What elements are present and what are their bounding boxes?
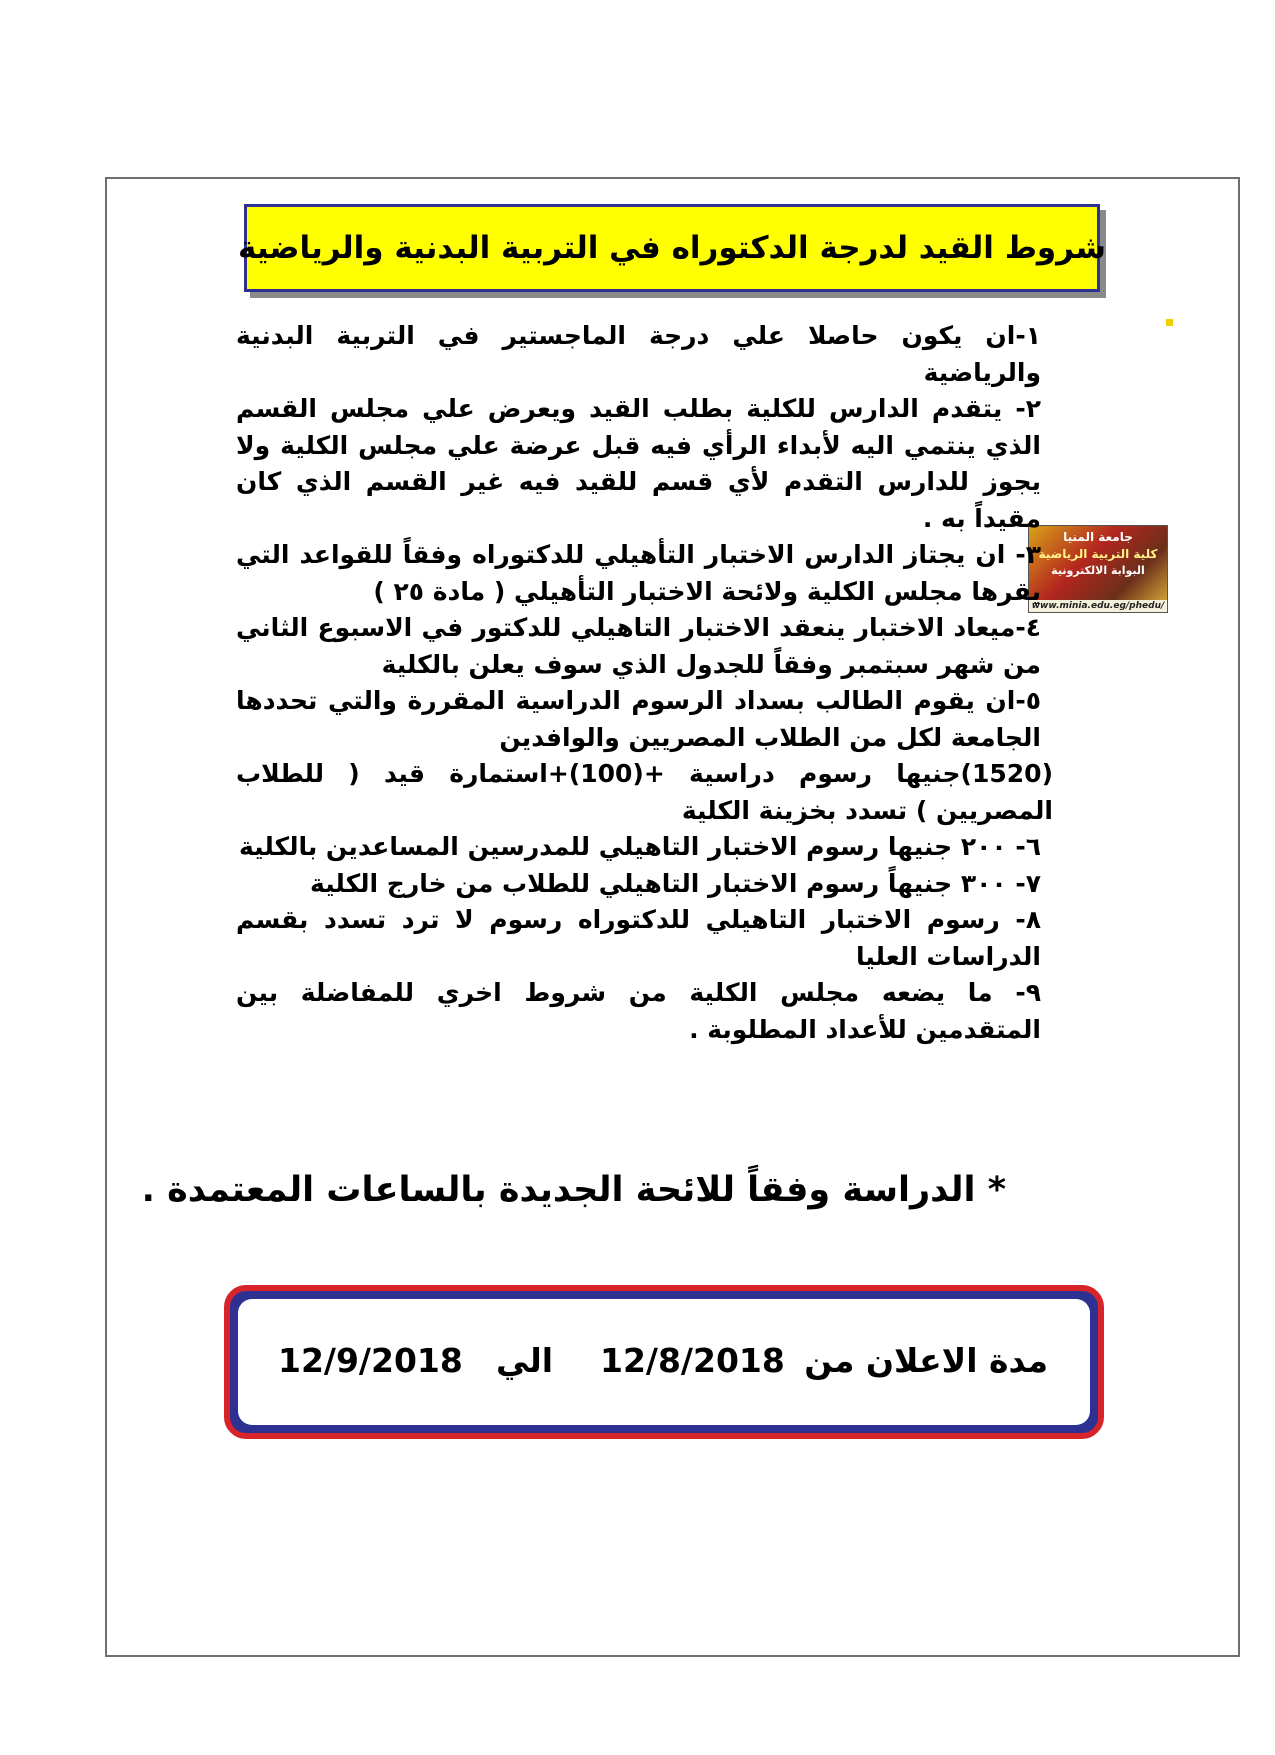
logo-faculty: كلية التربية الرياضية xyxy=(1038,547,1158,561)
item-number: ٤- xyxy=(1015,613,1041,642)
item-number: ١- xyxy=(1015,321,1041,350)
fees-item xyxy=(236,756,1053,829)
item-number: ٦- xyxy=(1015,832,1041,861)
list-item xyxy=(236,975,1041,1048)
item-text: ٣٠٠ جنيهاً رسوم الاختبار التاهيلي للطلاب من خارج الكلية xyxy=(310,868,1007,898)
item-number: ٨- xyxy=(1015,905,1041,934)
faculty-logo xyxy=(1028,525,1168,613)
list-item xyxy=(236,391,1041,537)
item-text: ٢٠٠ جنيها رسوم الاختبار التاهيلي للمدرسين المساعدين بالكلية xyxy=(238,832,1007,861)
list-item xyxy=(236,318,1041,391)
list-item xyxy=(236,610,1041,683)
logo-university: جامعة المنيا xyxy=(1063,530,1133,544)
announcement-from-date: 12/8/2018 xyxy=(600,1341,785,1380)
item-text: ما يضعه مجلس الكلية من شروط اخري للمفاضلة بين المتقدمين للأعداد المطلوبة . xyxy=(236,978,1041,1044)
conditions-list xyxy=(236,318,1053,1048)
announcement-label: مدة الاعلان من xyxy=(804,1341,1048,1380)
item-text: ان يكون حاصلا علي درجة الماجستير في التربية البدنية والرياضية xyxy=(236,321,1041,387)
list-item xyxy=(236,683,1041,756)
item-text: ميعاد الاختبار ينعقد الاختبار التاهيلي للدكتور في الاسبوع الثاني من شهر سبتمبر وفقاً للجدول الذي سوف يعلن بالكلية xyxy=(236,613,1041,679)
announcement-to-date: 12/9/2018 xyxy=(278,1341,463,1380)
announcement-to-label: الي xyxy=(496,1341,554,1380)
item-number: ٧- xyxy=(1015,868,1041,898)
list-item xyxy=(206,829,1041,866)
item-number: ٩- xyxy=(1015,978,1041,1007)
item-text: ان يقوم الطالب بسداد الرسوم الدراسية المقررة والتي تحددها الجامعة لكل من الطلاب المصريين والوافدين xyxy=(236,686,1041,752)
item-text: يتقدم الدارس للكلية بطلب القيد ويعرض علي مجلس القسم الذي ينتمي اليه لأبداء الرأي فيه قبل عرضة علي مجلس الكلية ولا يجوز للدارس التقدم لأي قسم للقيد فيه غير القسم الذي كان مقيداً به . xyxy=(236,394,1041,533)
item-number: ٣- xyxy=(1015,540,1041,569)
item-text: (1520)جنيها رسوم دراسية +(100)+استمارة قيد ( للطلاب المصريين ) تسدد بخزينة الكلية xyxy=(236,759,1053,825)
title-banner xyxy=(238,204,1106,292)
announcement-box xyxy=(224,1285,1104,1439)
page-title: شروط القيد لدرجة الدكتوراه في التربية البدنية والرياضية xyxy=(238,230,1106,266)
study-note: * الدراسة وفقاً للائحة الجديدة بالساعات المعتمدة . xyxy=(141,1170,1006,1210)
decorative-dot xyxy=(1166,319,1173,326)
item-text: ان يجتاز الدارس الاختبار التأهيلي للدكتوراه وفقاً للقواعد التي يقرها مجلس الكلية ولائحة الاختبار التأهيلي ( مادة ٢٥ ) xyxy=(236,540,1041,606)
list-item xyxy=(236,537,1041,610)
list-item xyxy=(236,902,1041,975)
logo-url: www.minia.edu.eg/phedu/ xyxy=(1029,600,1167,612)
announcement-inner xyxy=(238,1299,1090,1425)
list-item xyxy=(206,866,1041,903)
logo-portal: البوابة الالكترونية xyxy=(1051,564,1145,577)
item-number: ٢- xyxy=(1015,394,1041,423)
item-text: رسوم الاختبار التاهيلي للدكتوراه رسوم لا ترد تسدد بقسم الدراسات العليا xyxy=(236,905,1041,971)
item-number: ٥- xyxy=(1015,686,1041,715)
